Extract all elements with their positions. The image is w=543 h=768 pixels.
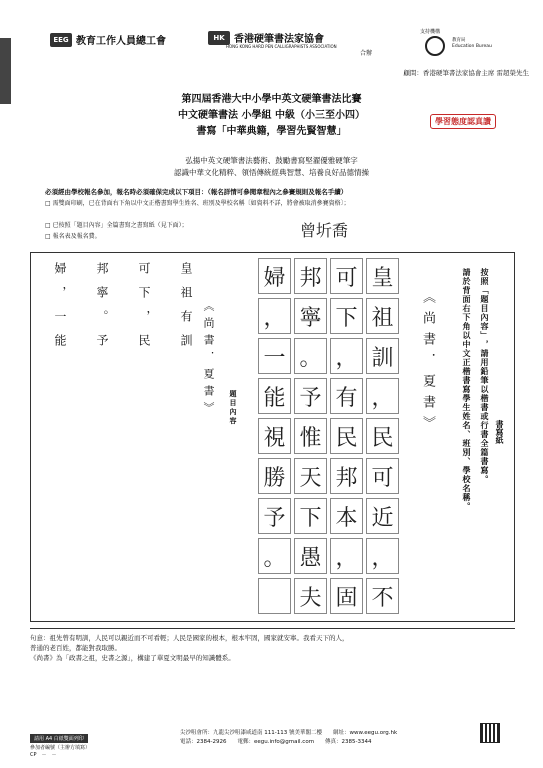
reference-column: 皇祖有訓 xyxy=(179,262,193,358)
handwritten-cell: 。 xyxy=(258,538,291,574)
contact-info: 尖沙咀會所：九龍尖沙咀漆咸道南 111-113 號美華閣二樓 網址：www.eegu.org.hk 電話：2384-2926 電郵：eegu.info@gmail.com 傳真：2385-3344 xyxy=(180,730,398,745)
handwritten-cell: 夫 xyxy=(294,578,327,614)
advisor-line: 顧問：香港硬筆書法家協會主席 雷超榮先生 xyxy=(403,69,529,77)
edb-name: 教育局 Education Bureau xyxy=(452,38,492,49)
handwritten-cell: 可 xyxy=(366,458,399,494)
student-signature: 曾圻喬 xyxy=(300,221,349,240)
meaning-notes xyxy=(30,628,515,663)
topic-label: 題目內容 xyxy=(229,390,238,426)
handwritten-cell: 愚 xyxy=(294,538,327,574)
handwritten-cell: 婦 xyxy=(258,258,291,294)
handwritten-cell: ， xyxy=(258,298,291,334)
union-logo-icon: EEG xyxy=(50,33,72,47)
rules-heading: 必須經由學校報名參加，報名時必須確保完成以下項目：（報名詳情可參閱章程內之參賽規則及報名手續） xyxy=(45,188,348,196)
assoc-name: 香港硬筆書法家協會 xyxy=(234,34,324,45)
reference-column: 婦，一能 xyxy=(53,262,67,358)
handwritten-cell: 勝 xyxy=(258,458,291,494)
slogan-2: 認識中華文化精粹、領悟傳統經典智慧、培養良好品德情操 xyxy=(174,168,369,177)
handwritten-cell: ， xyxy=(366,538,399,574)
bauhinia-icon xyxy=(425,36,445,56)
book-title: 《尚書．夏書》 xyxy=(202,300,215,419)
handwritten-cell: 固 xyxy=(330,578,363,614)
rule-item: □ 已按照「題目內容」全篇書寫之書寫紙（見下面）； xyxy=(45,222,188,229)
cohost-label: 合辦 xyxy=(360,50,373,57)
note-line: 普通的老百姓，都能對我取勝。 xyxy=(30,644,121,652)
category-title: 中文硬筆書法 小學組 中級（小三至小四） xyxy=(178,110,365,121)
rule-item: □ 報名表及報名費。 xyxy=(45,233,101,240)
handwritten-cell: 惟 xyxy=(294,418,327,454)
reference-column: 邦寧。予 xyxy=(95,262,109,358)
handwritten-cell: 祖 xyxy=(366,298,399,334)
handwritten-cell: ， xyxy=(330,338,363,374)
grid-book-title: 《尚書．夏書》 xyxy=(420,290,435,437)
handwritten-cell: 邦 xyxy=(294,258,327,294)
reference-column: 可下，民 xyxy=(137,262,151,358)
competition-title: 第四屆香港大中小學中英文硬筆書法比賽 xyxy=(181,94,362,105)
support-label: 支持機構 xyxy=(420,29,441,35)
handwritten-cell: 寧 xyxy=(294,298,327,334)
handwritten-cell: 天 xyxy=(294,458,327,494)
assoc-logo xyxy=(208,30,324,45)
handwritten-cell: 一 xyxy=(258,338,291,374)
handwritten-cell: 本 xyxy=(330,498,363,534)
handwritten-cell: ， xyxy=(330,538,363,574)
handwritten-cell: 予 xyxy=(258,498,291,534)
note-line: 《尚書》為「政書之祖，史書之源」，構建了華夏文明最早的知識體系。 xyxy=(30,654,235,662)
handwritten-cell: 能 xyxy=(258,378,291,414)
qr-code-icon xyxy=(480,723,500,743)
union-logo xyxy=(50,32,166,47)
handwritten-cell: 民 xyxy=(330,418,363,454)
handwritten-cell: 不 xyxy=(366,578,399,614)
handwritten-cell: 有 xyxy=(330,378,363,414)
theme-title: 書寫「中華典籍，學習先賢智慧」 xyxy=(196,126,347,137)
handwritten-cell: 皇 xyxy=(366,258,399,294)
handwritten-cell: 訓 xyxy=(366,338,399,374)
handwritten-cell: 視 xyxy=(258,418,291,454)
instruction-2: 請於背面右下角以中文正楷書寫學生姓名、班別、學校名稱。 xyxy=(462,268,472,511)
handwritten-cell: 民 xyxy=(366,418,399,454)
note-line: 句意：祖先曾有明訓，人民可以親近而不可看輕；人民是國家的根本，根本牢固，國家就安寧。我看天下的人， xyxy=(30,634,349,642)
handwritten-cell: 近 xyxy=(366,498,399,534)
handwritten-cell xyxy=(258,578,291,614)
handwritten-cell: 下 xyxy=(294,498,327,534)
praise-stamp: 學習態度認真讚 xyxy=(430,114,496,129)
participant-number: 參加者編號（主辦方填寫） CP － － xyxy=(30,745,91,758)
handwritten-cell: 。 xyxy=(294,338,327,374)
assoc-name-en: HONG KONG HARD PEN CALLIGRAPHISTS ASSOCIATION xyxy=(226,44,337,49)
instruction-1: 按照「題目內容」，請用鉛筆以楷書或行書全篇書寫。 xyxy=(480,268,490,484)
handwritten-cell: 下 xyxy=(330,298,363,334)
assoc-logo-icon: HK xyxy=(208,31,230,45)
print-tag: 請用 A4 白紙雙面列印 xyxy=(30,734,88,743)
handwritten-cell: 邦 xyxy=(330,458,363,494)
union-name: 教育工作人員總工會 xyxy=(76,36,166,47)
handwritten-cell: 可 xyxy=(330,258,363,294)
handwritten-cell: ， xyxy=(366,378,399,414)
handwritten-cell: 予 xyxy=(294,378,327,414)
writing-paper-label: 書寫紙 xyxy=(495,420,505,444)
slogan-1: 弘揚中英文硬筆書法藝術、鼓勵書寫堅濯優雅硬筆字 xyxy=(185,156,358,165)
rule-item: □ 需雙面印刷，已在背面右下角以中文正楷書寫學生姓名、班別及學校名稱〔如資料不詳，將會被取消參賽資格〕； xyxy=(45,200,350,207)
